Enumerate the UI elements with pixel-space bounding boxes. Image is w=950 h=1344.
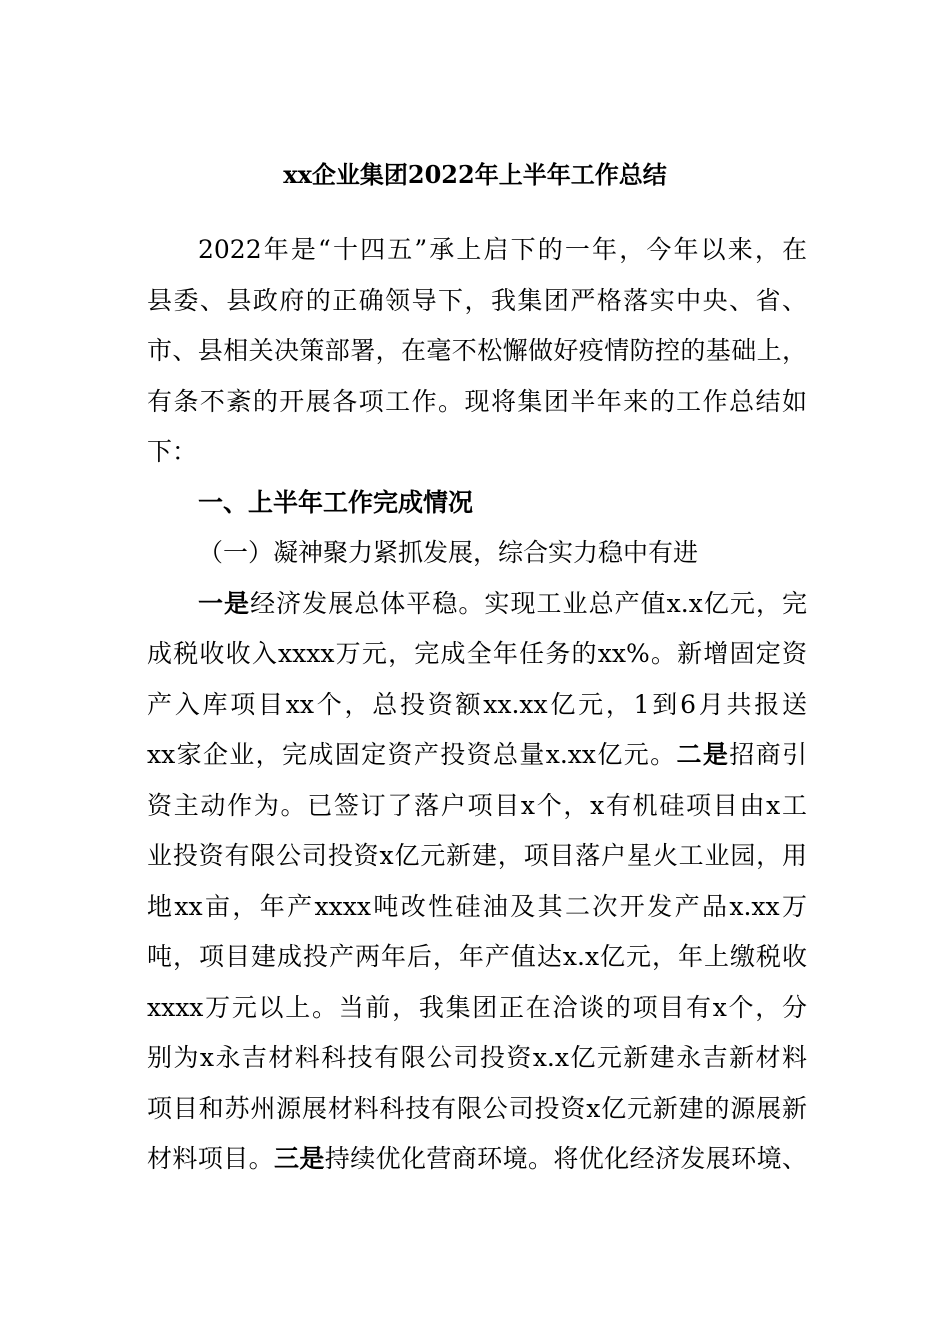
- intro-line-3: 市、县相关决策部署，在毫不松懈做好疫情防控的基础上，: [147, 336, 807, 365]
- document-title: xx企业集团2022年上半年工作总结: [283, 160, 667, 189]
- intro-line-5: 下：: [147, 437, 198, 466]
- body-line-2: 成税收收入xxxx万元，完成全年任务的xx%。新增固定资: [147, 639, 807, 668]
- body-line-4: [147, 730, 807, 780]
- body-line-10: 别为x永吉材料科技有限公司投资x.x亿元新建永吉新材料: [147, 1043, 807, 1072]
- section-heading: 一、上半年工作完成情况: [198, 488, 474, 517]
- body-line-4-text-b: 招商引: [729, 740, 807, 769]
- body-line-6: 业投资有限公司投资x亿元新建，项目落户星火工业园，用: [147, 841, 807, 870]
- intro-line-1: 2022年是“十四五”承上启下的一年，今年以来，在: [198, 235, 807, 264]
- point-two-label: 二是: [676, 740, 730, 769]
- subsection-heading: （一）凝神聚力紧抓发展，综合实力稳中有进: [198, 538, 699, 567]
- point-three-label: 三是: [274, 1144, 325, 1173]
- body-line-4-text-a: xx家企业，完成固定资产投资总量x.xx亿元。: [147, 740, 677, 769]
- point-one-label: 一是: [198, 589, 251, 618]
- body-line-7: 地xx亩，年产xxxx吨改性硅油及其二次开发产品x.xx万: [147, 892, 807, 921]
- body-line-12: [147, 1134, 807, 1184]
- body-line-1: [198, 579, 807, 629]
- intro-line-2: 县委、县政府的正确领导下，我集团严格落实中央、省、: [147, 286, 807, 315]
- body-line-12-text-b: 持续优化营商环境。将优化经济发展环境、: [324, 1144, 807, 1173]
- body-line-3: 产入库项目xx个，总投资额xx.xx亿元，1到6月共报送: [147, 690, 807, 719]
- body-line-12-text-a: 材料项目。: [147, 1144, 274, 1173]
- body-line-11: 项目和苏州源展材料科技有限公司投资x亿元新建的源展新: [147, 1094, 807, 1123]
- intro-line-4: 有条不紊的开展各项工作。现将集团半年来的工作总结如: [147, 387, 807, 416]
- body-line-9: xxxx万元以上。当前，我集团正在洽谈的项目有x个，分: [147, 993, 807, 1022]
- body-line-1-text: 经济发展总体平稳。实现工业总产值x.x亿元，完: [250, 589, 807, 618]
- body-line-8: 吨，项目建成投产两年后，年产值达x.x亿元，年上缴税收: [147, 942, 807, 971]
- body-line-5: 资主动作为。已签订了落户项目x个，x有机硅项目由x工: [147, 791, 807, 820]
